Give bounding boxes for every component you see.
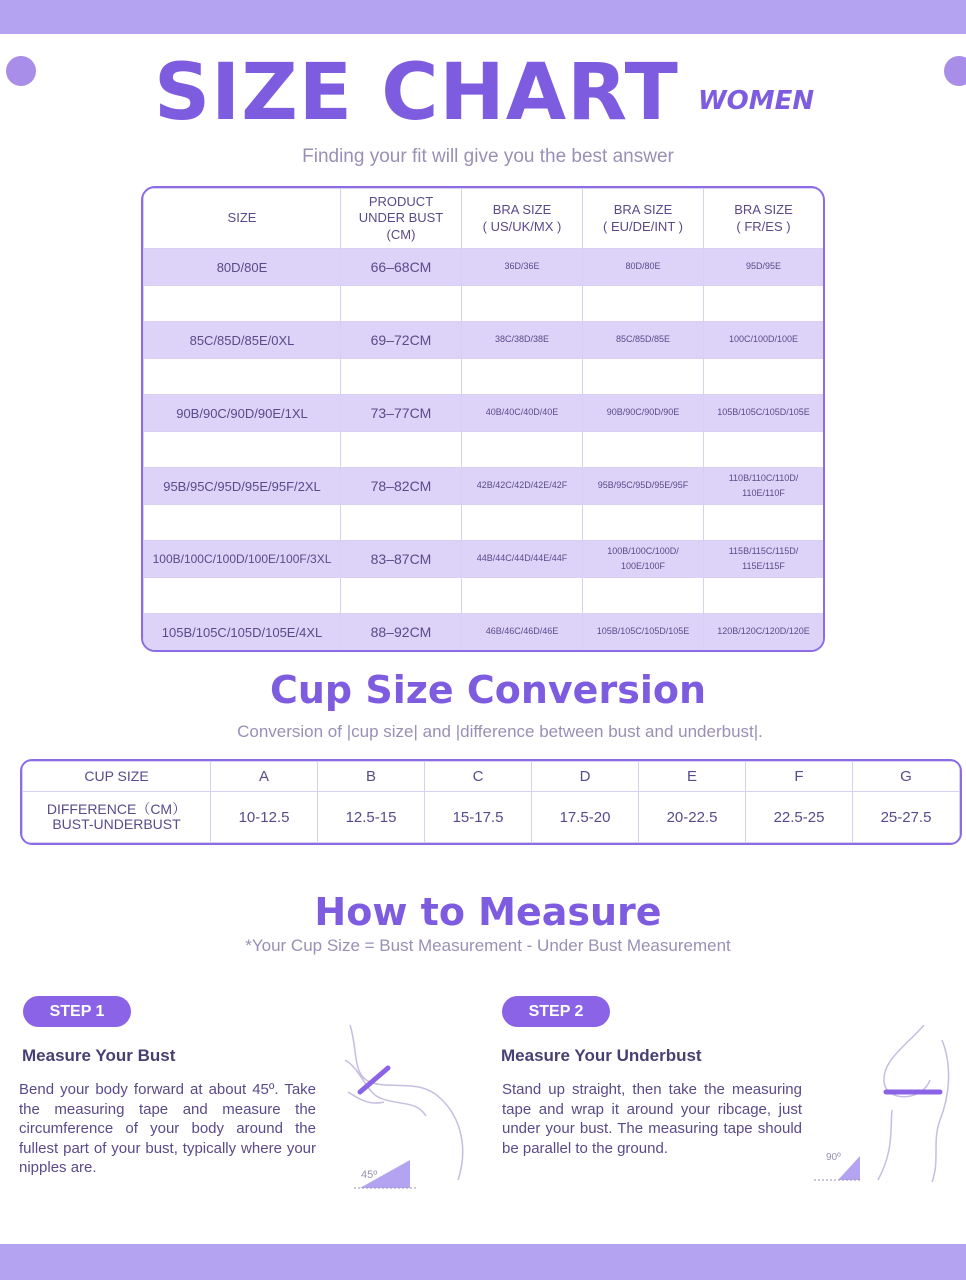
step2-badge: STEP 2	[502, 996, 610, 1027]
cell-size: 85C/85D/85E/0XL	[144, 322, 341, 359]
cell-under-bust: 83–87CM	[341, 541, 462, 578]
step2-angle: 90º	[826, 1152, 841, 1163]
how-to-measure-title: How to Measure	[314, 890, 662, 934]
cup-cell: A	[211, 762, 318, 792]
header-under-bust	[341, 189, 462, 249]
cell-line: 115E/115F	[742, 561, 785, 571]
page-subtitle: Finding your fit will give you the best answer	[302, 146, 674, 167]
spacer-row	[144, 432, 824, 468]
cell-fr	[704, 541, 824, 578]
cell-line: 110B/110C/110D/	[728, 472, 799, 483]
cell-under-bust: 73–77CM	[341, 395, 462, 432]
cell-size: 95B/95C/95D/95E/95F/2XL	[144, 468, 341, 505]
gender-tag: WOMEN	[698, 86, 815, 116]
cell-line: 110E/110F	[742, 488, 785, 498]
table-row	[144, 541, 824, 578]
header-line: ( US/UK/MX )	[482, 218, 562, 234]
cell-us: 44B/44C/44D/44E/44F	[462, 541, 583, 578]
step1-heading: Measure Your Bust	[22, 1046, 176, 1065]
page-title: SIZE CHART	[154, 48, 679, 138]
cell-fr: 95D/95E	[704, 249, 824, 286]
step2-heading: Measure Your Underbust	[501, 1046, 702, 1065]
cell-eu: 80D/80E	[583, 249, 704, 286]
cell-fr: 105B/105C/105D/105E	[704, 395, 824, 432]
cell-fr: 120B/120C/120D/120E	[704, 614, 824, 651]
difference-cell: 22.5-25	[746, 792, 853, 843]
cell-line: 100E/100F	[620, 561, 666, 571]
spacer-row	[144, 359, 824, 395]
header-line: PRODUCT	[368, 194, 434, 210]
cup-conversion-table	[20, 759, 962, 845]
header-line: BRA SIZE	[613, 202, 673, 218]
cell-us: 40B/40C/40D/40E	[462, 395, 583, 432]
difference-cell: 25-27.5	[853, 792, 960, 843]
size-table-header	[144, 189, 824, 249]
top-band	[0, 0, 966, 34]
cell-under-bust: 69–72CM	[341, 322, 462, 359]
cup-cell: E	[639, 762, 746, 792]
step2-text: Stand up straight, then take the measuring tape and wrap it around your ribcage, just under your bust. The measuring tape should be parallel to the ground.	[502, 1081, 802, 1157]
cell-under-bust: 78–82CM	[341, 468, 462, 505]
spacer-row	[144, 286, 824, 322]
cell-eu	[583, 541, 704, 578]
header-line: BRA SIZE	[492, 202, 552, 218]
cup-size-row	[23, 762, 960, 792]
underbust-measure-illustration	[812, 1020, 957, 1185]
cell-under-bust: 88–92CM	[341, 614, 462, 651]
decor-dot-right	[944, 56, 966, 86]
cup-cell: C	[425, 762, 532, 792]
cup-conversion-subtitle: Conversion of |cup size| and |difference between bust and underbust|.	[237, 722, 763, 741]
difference-cell: 15-17.5	[425, 792, 532, 843]
table-row	[144, 322, 824, 359]
header-line: BRA SIZE	[734, 202, 793, 218]
label-line: DIFFERENCE（CM）	[46, 801, 187, 818]
label-line: BUST-UNDERBUST	[52, 816, 181, 833]
cell-eu: 85C/85D/85E	[583, 322, 704, 359]
table-row	[144, 468, 824, 505]
how-to-measure-subtitle: *Your Cup Size = Bust Measurement - Under Bust Measurement	[245, 936, 731, 955]
cell-line: 115B/115C/115D/	[728, 545, 799, 556]
header-bra-fr	[704, 189, 824, 249]
cup-conversion-title: Cup Size Conversion	[269, 668, 707, 712]
difference-row	[23, 792, 960, 843]
cell-us: 46B/46C/46D/46E	[462, 614, 583, 651]
difference-cell: 10-12.5	[211, 792, 318, 843]
cell-us: 36D/36E	[462, 249, 583, 286]
cell-eu: 105B/105C/105D/105E	[583, 614, 704, 651]
step1-badge: STEP 1	[23, 996, 131, 1027]
cell-eu: 90B/90C/90D/90E	[583, 395, 704, 432]
difference-cell: 12.5-15	[318, 792, 425, 843]
cell-fr: 100C/100D/100E	[704, 322, 824, 359]
header-size: SIZE	[144, 189, 341, 249]
cell-size: 100B/100C/100D/100E/100F/3XL	[144, 541, 341, 578]
cell-fr	[704, 468, 824, 505]
table-row	[144, 614, 824, 651]
cup-cell: D	[532, 762, 639, 792]
cell-eu: 95B/95C/95D/95E/95F	[583, 468, 704, 505]
cell-size: 105B/105C/105D/105E/4XL	[144, 614, 341, 651]
header-line: (CM)	[386, 226, 416, 242]
header-line: ( FR/ES )	[736, 218, 791, 234]
step1-text: Bend your body forward at about 45º. Take the measuring tape and measure the circumference of your body around the fullest part of your bust, typically where your nipples are.	[19, 1081, 316, 1176]
step1-angle: 45º	[361, 1169, 378, 1181]
difference-cell: 17.5-20	[532, 792, 639, 843]
cup-cell: B	[318, 762, 425, 792]
cell-under-bust: 66–68CM	[341, 249, 462, 286]
header-bra-us	[462, 189, 583, 249]
size-table	[141, 186, 825, 652]
spacer-row	[144, 578, 824, 614]
cell-size: 90B/90C/90D/90E/1XL	[144, 395, 341, 432]
header-line: UNDER BUST	[358, 210, 444, 226]
header-bra-eu	[583, 189, 704, 249]
bottom-band	[0, 1244, 966, 1280]
cell-us: 42B/42C/42D/42E/42F	[462, 468, 583, 505]
table-row	[144, 249, 824, 286]
difference-cell: 20-22.5	[639, 792, 746, 843]
table-row	[144, 395, 824, 432]
cup-cell: G	[853, 762, 960, 792]
decor-dot-left	[6, 56, 36, 86]
cell-us: 38C/38D/38E	[462, 322, 583, 359]
cell-line: 100B/100C/100D/	[607, 545, 679, 556]
header-line: ( EU/DE/INT )	[603, 218, 683, 234]
cell-size: 80D/80E	[144, 249, 341, 286]
difference-label	[23, 792, 211, 843]
bust-measure-illustration	[340, 1020, 470, 1190]
cup-cell: F	[746, 762, 853, 792]
cup-size-label: CUP SIZE	[23, 762, 211, 792]
spacer-row	[144, 505, 824, 541]
